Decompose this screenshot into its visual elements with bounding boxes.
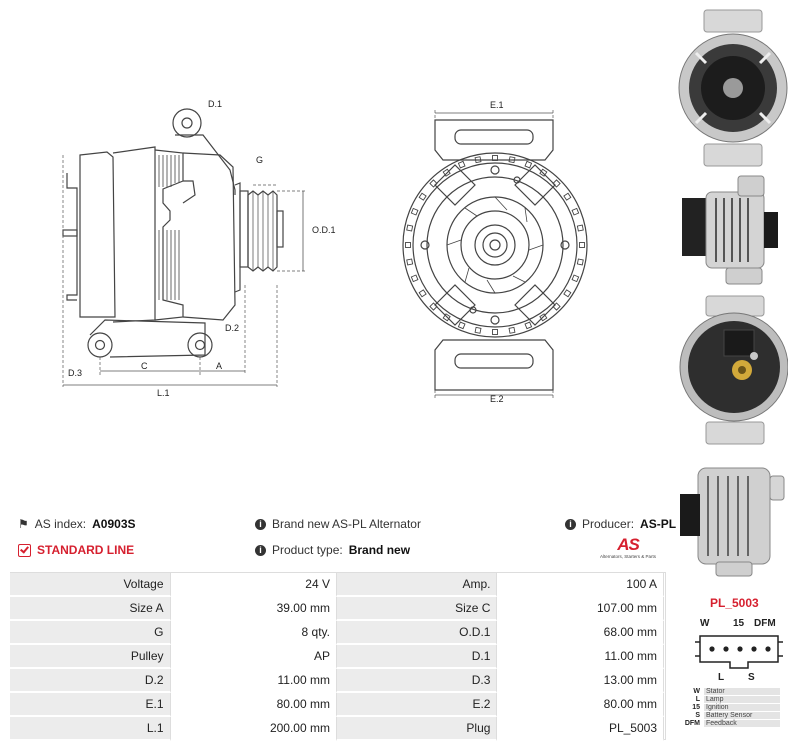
pin-label-l: L xyxy=(718,672,725,683)
plug-title: PL_5003 xyxy=(710,596,759,610)
label-d3: D.3 xyxy=(68,368,83,378)
ring-tooth xyxy=(564,193,571,200)
spec-left-label: Voltage xyxy=(10,573,170,597)
spec-left-value: AP xyxy=(170,645,337,669)
ring-tooth xyxy=(407,225,413,231)
product-description xyxy=(255,517,421,531)
spec-left-value: 39.00 mm xyxy=(170,597,337,621)
pin-label-s: S xyxy=(748,672,755,683)
as-index-value: A0903S xyxy=(92,517,136,531)
spec-right-label: E.2 xyxy=(337,693,496,717)
ring-tooth xyxy=(475,327,481,333)
as-index-label: AS index: xyxy=(34,517,87,531)
ring-tooth xyxy=(525,322,532,329)
spec-row xyxy=(10,597,664,621)
producer-label: Producer: xyxy=(582,517,635,531)
producer-value: AS-PL xyxy=(640,517,677,531)
ring-tooth xyxy=(525,161,532,168)
ring-tooth xyxy=(577,259,583,265)
plug-connector-diagram xyxy=(694,632,784,672)
product-photo-side[interactable] xyxy=(676,170,788,288)
ring-tooth xyxy=(572,208,579,215)
ring-tooth xyxy=(419,290,426,297)
ring-tooth xyxy=(493,330,498,335)
as-index xyxy=(18,517,136,531)
logo-tagline: Alternators, Starters & Parts xyxy=(599,554,657,559)
ring-tooth xyxy=(580,243,585,248)
as-pl-logo xyxy=(598,536,658,566)
plug-legend xyxy=(680,687,780,727)
ring-tooth xyxy=(411,275,418,282)
spec-right-label: Amp. xyxy=(337,573,496,597)
label-c: C xyxy=(141,361,148,371)
legend-row xyxy=(680,695,780,703)
pin-label-15: 15 xyxy=(733,618,745,629)
legend-desc: Lamp xyxy=(704,696,780,703)
info-icon: i xyxy=(565,519,576,530)
label-l1: L.1 xyxy=(157,388,170,398)
spec-left-value: 200.00 mm xyxy=(170,717,337,741)
spec-right-label: D.3 xyxy=(337,669,496,693)
label-a: A xyxy=(216,361,223,371)
ring-tooth xyxy=(572,275,579,282)
spec-row xyxy=(10,645,664,669)
legend-key: DFM xyxy=(684,719,700,727)
spec-right-value: 13.00 mm xyxy=(496,669,664,693)
legend-key: S xyxy=(695,711,700,719)
ring-tooth xyxy=(407,259,413,265)
ring-tooth xyxy=(411,208,418,215)
label-e2: E.2 xyxy=(490,394,504,404)
standard-line-badge xyxy=(18,543,134,557)
spec-left-label: Pulley xyxy=(10,645,170,669)
logo-mark: AS xyxy=(617,535,639,554)
spec-left-value: 24 V xyxy=(170,573,337,597)
tag-icon: ⚑ xyxy=(18,517,29,531)
pin-label-dfm: DFM xyxy=(754,618,776,629)
info-icon: i xyxy=(255,545,266,556)
spec-table xyxy=(10,573,664,741)
spec-right-label: Size C xyxy=(337,597,496,621)
ring-tooth xyxy=(458,161,465,168)
spec-row xyxy=(10,573,664,597)
spec-row xyxy=(10,669,664,693)
spec-right-value: 100 A xyxy=(496,573,664,597)
info-icon: i xyxy=(255,519,266,530)
label-g: G xyxy=(256,155,264,165)
description-text: Brand new AS-PL Alternator xyxy=(272,517,421,531)
spec-left-label: E.1 xyxy=(10,693,170,717)
spec-left-value: 80.00 mm xyxy=(170,693,337,717)
ring-tooth xyxy=(577,225,583,231)
legend-row xyxy=(680,703,780,711)
spec-right-value: 80.00 mm xyxy=(496,693,664,717)
product-photo-angle[interactable] xyxy=(676,454,788,584)
spec-right-value: 68.00 mm xyxy=(496,621,664,645)
legend-key: W xyxy=(693,687,700,695)
spec-right-value: 11.00 mm xyxy=(496,645,664,669)
spec-row xyxy=(10,621,664,645)
legend-desc: Stator xyxy=(704,688,780,695)
spec-right-value: PL_5003 xyxy=(496,717,664,741)
legend-desc: Ignition xyxy=(704,704,780,711)
ring-tooth xyxy=(406,243,411,248)
ring-tooth xyxy=(564,290,571,297)
legend-key: L xyxy=(695,695,700,703)
product-type-label: Product type: xyxy=(272,543,343,557)
spec-left-label: L.1 xyxy=(10,717,170,741)
spec-right-label: Plug xyxy=(337,717,496,741)
legend-desc: Feedback xyxy=(704,720,780,727)
legend-row xyxy=(680,711,780,719)
label-d2: D.2 xyxy=(225,323,240,333)
product-type xyxy=(255,543,410,557)
ring-tooth xyxy=(419,193,426,200)
front-view-drawing xyxy=(395,110,595,400)
legend-row xyxy=(680,687,780,695)
spec-left-label: Size A xyxy=(10,597,170,621)
product-photo-back[interactable] xyxy=(676,292,788,450)
product-type-value: Brand new xyxy=(348,543,411,557)
spec-left-value: 8 qty. xyxy=(170,621,337,645)
spec-left-label: D.2 xyxy=(10,669,170,693)
product-photo-front[interactable] xyxy=(676,8,788,168)
spec-left-label: G xyxy=(10,621,170,645)
side-view-drawing xyxy=(55,95,305,400)
label-e1: E.1 xyxy=(490,100,504,110)
legend-desc: Battery Sensor xyxy=(704,712,780,719)
check-icon xyxy=(18,544,31,557)
standard-line-label: STANDARD LINE xyxy=(37,543,135,557)
legend-row xyxy=(680,719,780,727)
ring-tooth xyxy=(509,327,515,333)
spec-right-value: 107.00 mm xyxy=(496,597,664,621)
legend-key: 15 xyxy=(692,703,700,711)
spec-row xyxy=(10,693,664,717)
ring-tooth xyxy=(458,322,465,329)
spec-row xyxy=(10,717,664,741)
producer xyxy=(565,517,676,531)
label-od1: O.D.1 xyxy=(312,225,336,235)
label-d1: D.1 xyxy=(208,99,223,109)
pin-label-w: W xyxy=(700,618,710,629)
spec-right-label: O.D.1 xyxy=(337,621,496,645)
spec-left-value: 11.00 mm xyxy=(170,669,337,693)
spec-right-label: D.1 xyxy=(337,645,496,669)
